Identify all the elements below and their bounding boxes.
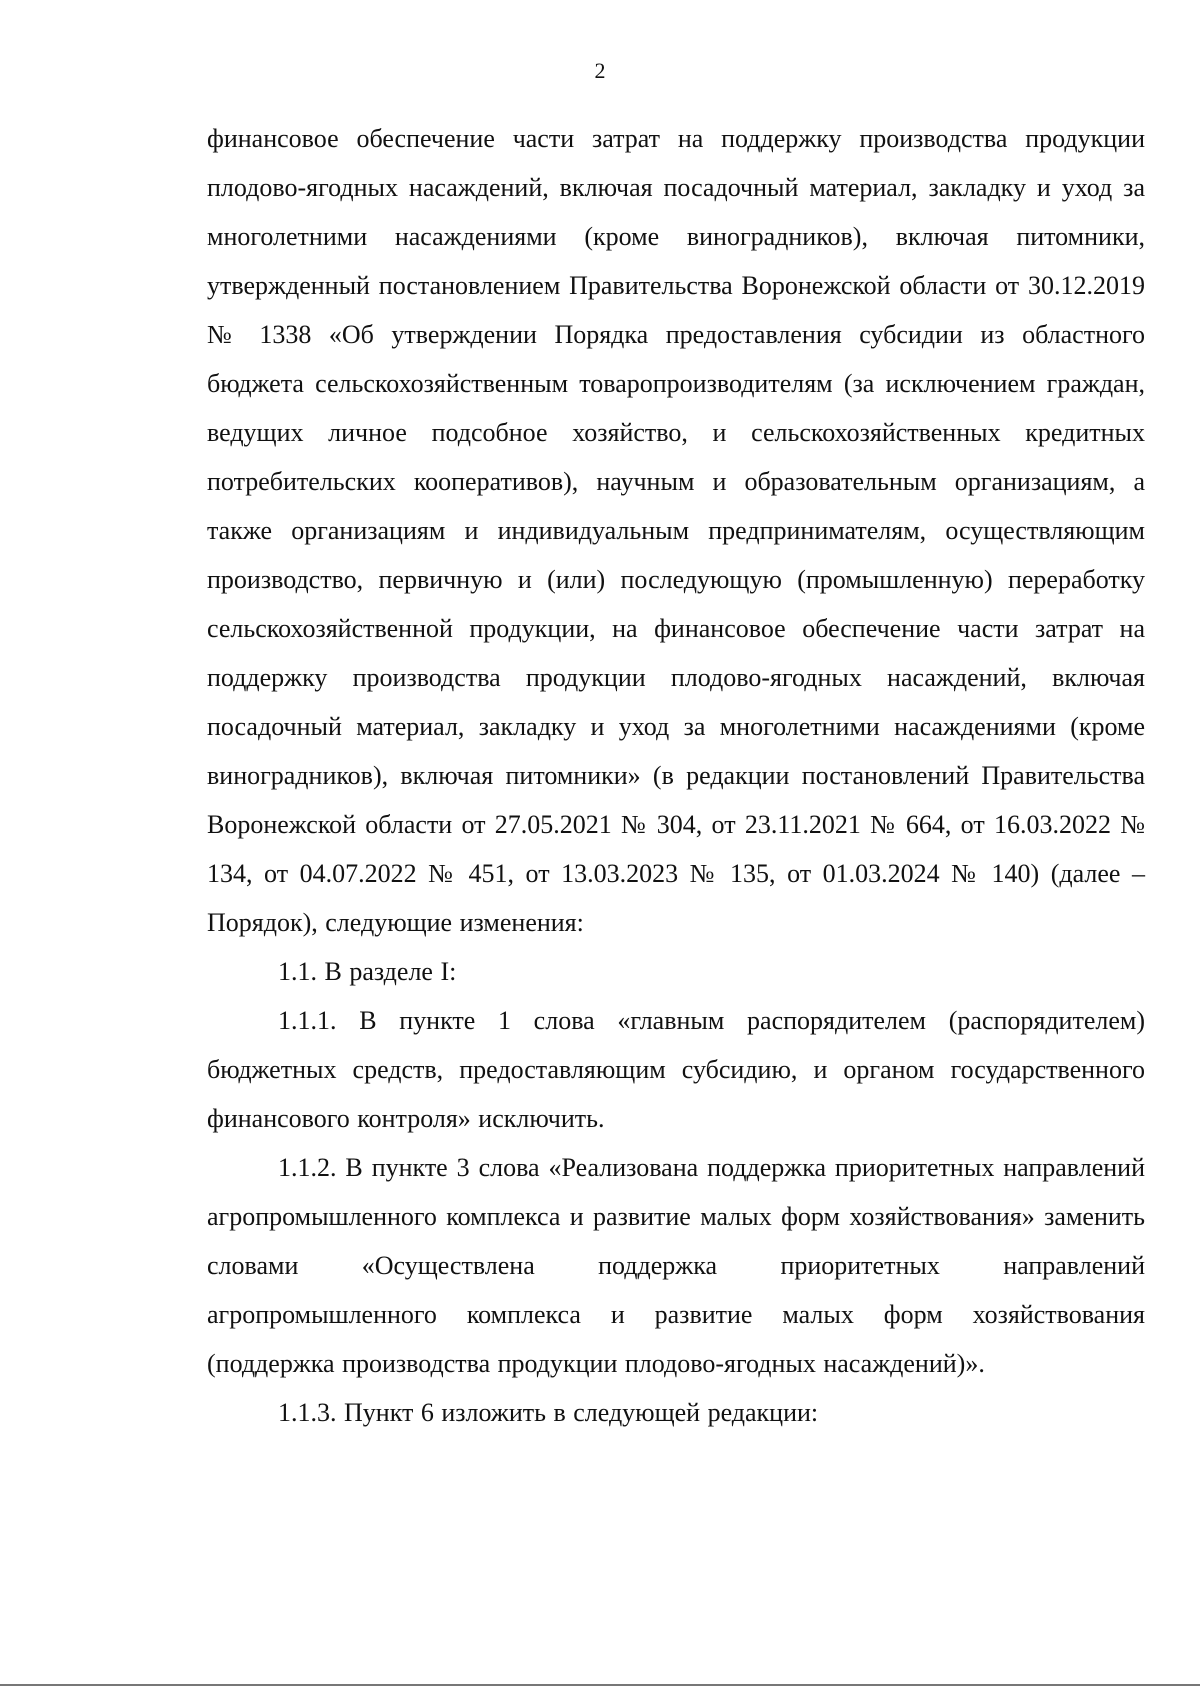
paragraph-item-1-1-2: 1.1.2. В пункте 3 слова «Реализована поддержка приоритетных направлений агропромышленного комплекса и развитие малых форм хозяйствования» заменить словами «Осуществлена поддержка приоритетных направлений агропромышленного комплекса и развитие малых форм хозяйствования (поддержка производства продукции плодово-ягодных насаждений)». — [207, 1153, 1145, 1378]
bottom-scan-edge — [0, 1684, 1200, 1686]
paragraph-item-1-1-1: 1.1.1. В пункте 1 слова «главным распорядителем (распорядителем) бюджетных средств, предоставляющим субсидию, и органом государственного финансового контроля» исключить. — [207, 1006, 1145, 1133]
paragraph-section-1-1: 1.1. В разделе I: — [278, 957, 457, 986]
page-number: 2 — [594, 58, 606, 83]
document-body — [207, 114, 1145, 1437]
paragraph-item-1-1-3: 1.1.3. Пункт 6 изложить в следующей редакции: — [278, 1398, 819, 1427]
paragraph-continuation: финансовое обеспечение части затрат на поддержку производства продукции плодово-ягодных насаждений, включая посадочный материал, закладку и уход за многолетними насаждениями (кроме виноградников), включая питомники, утвержденный постановлением Правительства Воронежской области от 30.12.2019 № 1338 «Об утверждении Порядка предоставления субсидии из областного бюджета сельскохозяйственным товаропроизводителям (за исключением граждан, ведущих личное подсобное хозяйство, и сельскохозяйственных кредитных потребительских кооперативов), научным и образовательным организациям, а также организациям и индивидуальным предпринимателям, осуществляющим производство, первичную и (или) последующую (промышленную) переработку сельскохозяйственной продукции, на финансовое обеспечение части затрат на поддержку производства продукции плодово-ягодных насаждений, включая посадочный материал, закладку и уход за многолетними насаждениями (кроме виноградников), включая питомники» (в редакции постановлений Правительства Воронежской области от 27.05.2021 № 304, от 23.11.2021 № 664, от 16.03.2022 № 134, от 04.07.2022 № 451, от 13.03.2023 № 135, от 01.03.2024 № 140) (далее – Порядок), следующие изменения: — [207, 124, 1145, 937]
